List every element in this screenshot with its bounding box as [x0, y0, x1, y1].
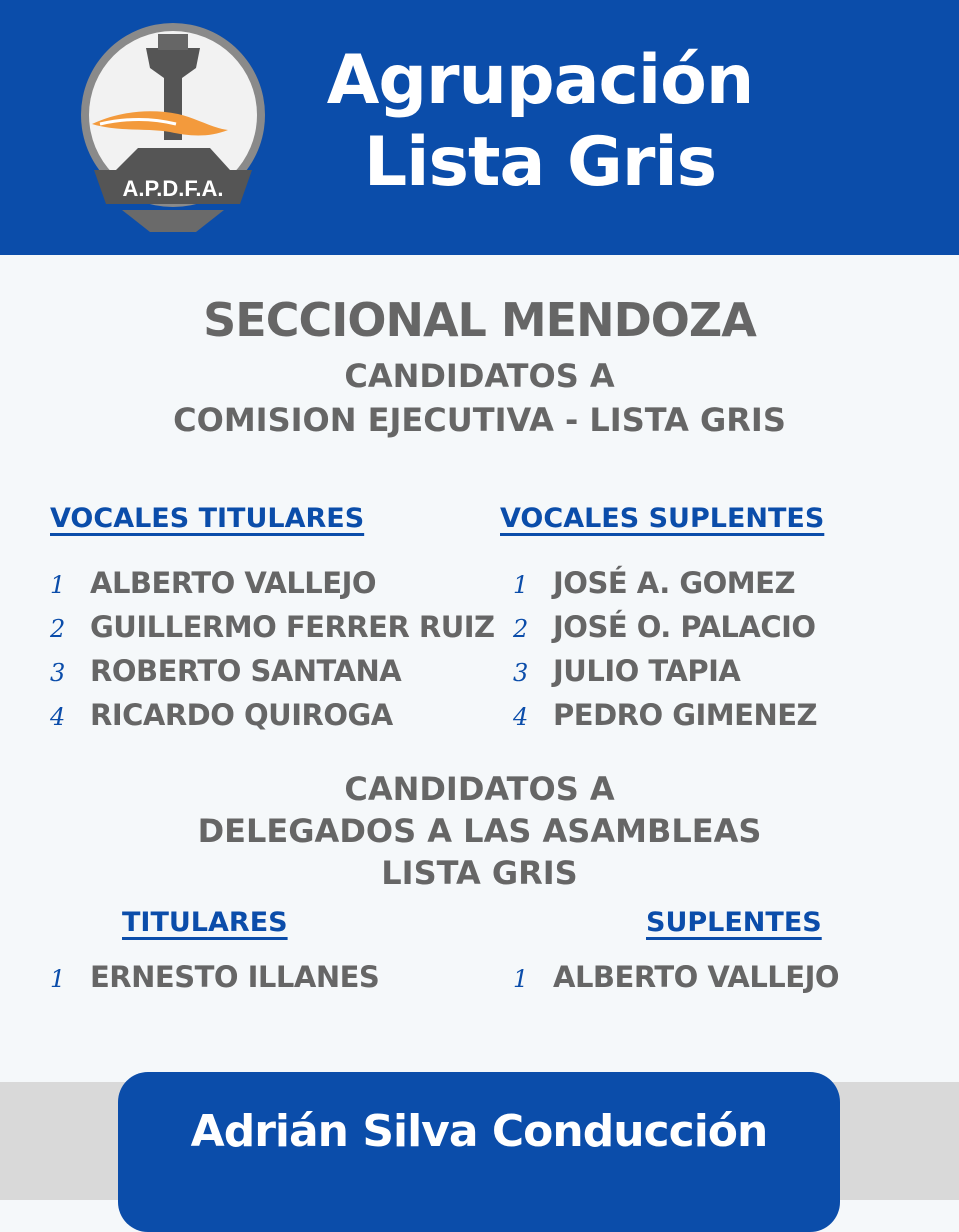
titulares-heading: TITULARES: [122, 907, 288, 938]
item-number: 1: [50, 571, 66, 599]
delegados-line-3: LISTA GRIS: [381, 854, 578, 892]
delegados-line-1: CANDIDATOS A: [344, 770, 615, 808]
candidate-name: ALBERTO VALLEJO: [90, 566, 377, 600]
delegados-line-2: DELEGADOS A LAS ASAMBLEAS: [197, 812, 762, 850]
item-number: 3: [513, 659, 529, 687]
logo-text: A.P.D.F.A.: [122, 176, 224, 201]
page-title: [270, 40, 810, 204]
candidate-name: GUILLERMO FERRER RUIZ: [90, 610, 495, 644]
candidate-name: ROBERTO SANTANA: [90, 654, 402, 688]
candidate-name: JOSÉ A. GOMEZ: [553, 566, 795, 600]
item-number: 3: [50, 659, 66, 687]
comision-line-2: COMISION EJECUTIVA - LISTA GRIS: [173, 401, 786, 439]
candidate-name: ALBERTO VALLEJO: [553, 960, 840, 994]
header-banner: [0, 0, 959, 255]
candidate-name: JULIO TAPIA: [553, 654, 741, 688]
delegados-heading: [0, 768, 959, 894]
vocales-titulares-heading: VOCALES TITULARES: [50, 503, 365, 534]
title-line-1: Agrupación: [326, 41, 754, 120]
vocales-suplentes-heading: VOCALES SUPLENTES: [500, 503, 825, 534]
candidate-name: RICARDO QUIROGA: [90, 698, 393, 732]
footer-text: Adrián Silva Conducción: [190, 1106, 768, 1157]
candidate-name: JOSÉ O. PALACIO: [553, 610, 816, 644]
item-number: 1: [513, 571, 529, 599]
item-number: 2: [513, 615, 529, 643]
item-number: 2: [50, 615, 66, 643]
item-number: 4: [50, 703, 66, 731]
comision-line-1: CANDIDATOS A: [344, 357, 615, 395]
candidate-name: PEDRO GIMENEZ: [553, 698, 818, 732]
seccional-heading: SECCIONAL MENDOZA: [203, 293, 756, 347]
comision-heading: [0, 354, 959, 442]
candidate-name: ERNESTO ILLANES: [90, 960, 380, 994]
item-number: 1: [513, 965, 529, 993]
title-line-2: Lista Gris: [363, 123, 717, 202]
item-number: 1: [50, 965, 66, 993]
apdfa-logo: [78, 20, 268, 235]
item-number: 4: [513, 703, 529, 731]
suplentes-heading: SUPLENTES: [646, 907, 822, 938]
